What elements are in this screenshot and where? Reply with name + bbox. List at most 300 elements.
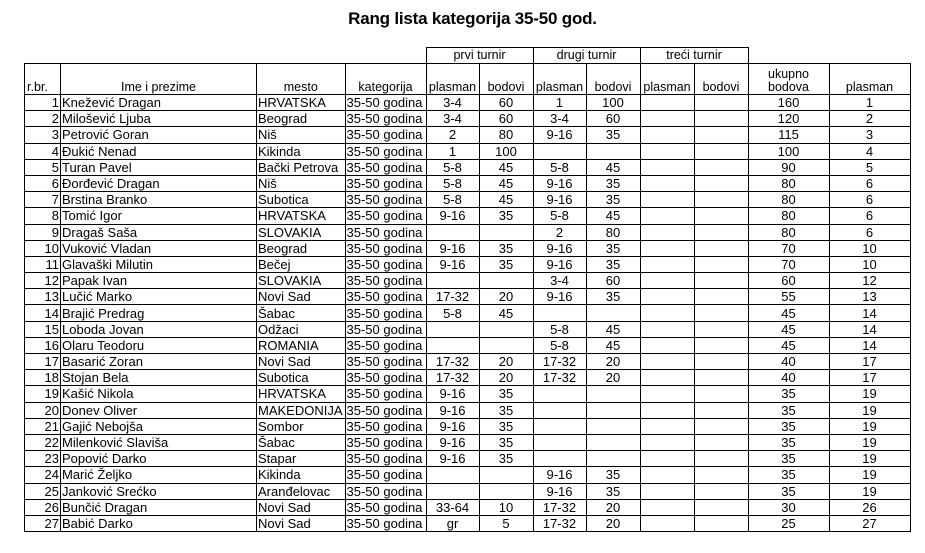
cell-category: 35-50 godina [345,256,426,272]
cell-t3-bodovi [694,289,748,305]
table-row [25,127,911,143]
cell-final-plasman: 6 [829,175,910,191]
cell-rbr: 17 [25,354,61,370]
cell-t3-plasman [640,402,694,418]
cell-category: 35-50 godina [345,192,426,208]
ranking-table [24,47,911,532]
cell-city: HRVATSKA [257,208,346,224]
cell-total: 160 [748,95,829,111]
cell-rbr: 16 [25,337,61,353]
cell-category: 35-50 godina [345,224,426,240]
cell-t1-plasman: 3-4 [426,95,479,111]
cell-t1-bodovi [479,321,533,337]
cell-t2-bodovi: 35 [586,256,640,272]
cell-t3-plasman [640,515,694,531]
table-row [25,434,911,450]
cell-t2-bodovi [586,418,640,434]
cell-city: Odžaci [257,321,346,337]
cell-total: 90 [748,159,829,175]
cell-total: 70 [748,256,829,272]
table-row [25,305,911,321]
group-treci-turnir: treći turnir [640,48,748,64]
cell-category: 35-50 godina [345,208,426,224]
cell-t1-bodovi: 35 [479,434,533,450]
cell-t3-bodovi [694,321,748,337]
cell-t1-plasman [426,467,479,483]
cell-t3-bodovi [694,224,748,240]
cell-t2-plasman: 17-32 [533,499,586,515]
cell-name: Đorđević Dragan [61,175,257,191]
cell-total: 80 [748,175,829,191]
cell-city: Novi Sad [257,499,346,515]
cell-rbr: 8 [25,208,61,224]
cell-rbr: 24 [25,467,61,483]
cell-final-plasman: 10 [829,256,910,272]
cell-t2-plasman: 9-16 [533,127,586,143]
cell-category: 35-50 godina [345,305,426,321]
cell-t3-plasman [640,418,694,434]
table-row [25,111,911,127]
cell-t1-bodovi: 45 [479,175,533,191]
cell-rbr: 1 [25,95,61,111]
cell-name: Bunčić Dragan [61,499,257,515]
cell-rbr: 9 [25,224,61,240]
cell-t1-bodovi: 35 [479,240,533,256]
cell-total: 45 [748,337,829,353]
cell-t2-plasman: 1 [533,95,586,111]
cell-category: 35-50 godina [345,337,426,353]
cell-t2-bodovi: 35 [586,483,640,499]
cell-final-plasman: 5 [829,159,910,175]
header-name: Ime i prezime [61,64,257,95]
table-row [25,143,911,159]
cell-t1-bodovi: 20 [479,354,533,370]
cell-name: Babić Darko [61,515,257,531]
cell-name: Janković Srećko [61,483,257,499]
cell-final-plasman: 19 [829,418,910,434]
cell-t2-plasman: 5-8 [533,321,586,337]
table-row [25,467,911,483]
cell-t1-bodovi: 5 [479,515,533,531]
cell-t3-bodovi [694,451,748,467]
cell-category: 35-50 godina [345,434,426,450]
cell-total: 70 [748,240,829,256]
cell-rbr: 15 [25,321,61,337]
cell-t1-bodovi: 20 [479,370,533,386]
cell-t2-plasman [533,305,586,321]
cell-city: Sombor [257,418,346,434]
cell-name: Stojan Bela [61,370,257,386]
cell-t2-bodovi: 100 [586,95,640,111]
table-row [25,240,911,256]
cell-t1-plasman [426,321,479,337]
cell-final-plasman: 2 [829,111,910,127]
cell-final-plasman: 3 [829,127,910,143]
table-row [25,289,911,305]
cell-t2-bodovi [586,402,640,418]
cell-t2-bodovi: 20 [586,370,640,386]
header-t1-plasman: plasman [426,64,479,95]
tournament-group-row [25,48,911,64]
cell-name: Marić Željko [61,467,257,483]
cell-t1-plasman: 9-16 [426,208,479,224]
cell-t1-bodovi [479,467,533,483]
cell-t3-plasman [640,111,694,127]
cell-category: 35-50 godina [345,159,426,175]
cell-t2-bodovi: 35 [586,467,640,483]
table-row [25,386,911,402]
cell-rbr: 18 [25,370,61,386]
cell-category: 35-50 godina [345,111,426,127]
cell-t1-plasman: 9-16 [426,256,479,272]
cell-t2-bodovi: 60 [586,111,640,127]
cell-t2-plasman: 9-16 [533,256,586,272]
cell-rbr: 3 [25,127,61,143]
cell-city: Beograd [257,240,346,256]
cell-t1-bodovi: 45 [479,159,533,175]
cell-city: Kikinda [257,467,346,483]
cell-final-plasman: 14 [829,321,910,337]
cell-final-plasman: 19 [829,483,910,499]
cell-total: 100 [748,143,829,159]
cell-t1-bodovi: 35 [479,418,533,434]
cell-rbr: 26 [25,499,61,515]
cell-category: 35-50 godina [345,483,426,499]
cell-category: 35-50 godina [345,386,426,402]
table-row [25,256,911,272]
cell-t3-bodovi [694,143,748,159]
cell-total: 35 [748,483,829,499]
cell-name: Turan Pavel [61,159,257,175]
cell-rbr: 7 [25,192,61,208]
cell-t2-bodovi: 60 [586,273,640,289]
cell-t2-bodovi: 20 [586,354,640,370]
header-rbr: r.br. [25,64,61,95]
cell-total: 25 [748,515,829,531]
cell-t3-bodovi [694,305,748,321]
table-row [25,483,911,499]
cell-t1-bodovi: 35 [479,402,533,418]
cell-city: Beograd [257,111,346,127]
cell-final-plasman: 17 [829,354,910,370]
cell-t1-bodovi [479,483,533,499]
table-row [25,402,911,418]
cell-t2-bodovi: 35 [586,192,640,208]
cell-rbr: 19 [25,386,61,402]
cell-t3-bodovi [694,515,748,531]
cell-t1-plasman: 2 [426,127,479,143]
cell-city: SLOVAKIA [257,273,346,289]
cell-total: 40 [748,370,829,386]
cell-t2-bodovi: 35 [586,289,640,305]
cell-t1-bodovi: 35 [479,208,533,224]
cell-final-plasman: 14 [829,305,910,321]
cell-category: 35-50 godina [345,402,426,418]
cell-rbr: 6 [25,175,61,191]
cell-t3-plasman [640,192,694,208]
cell-t1-plasman: 17-32 [426,289,479,305]
cell-name: Lučić Marko [61,289,257,305]
cell-total: 115 [748,127,829,143]
cell-t3-bodovi [694,159,748,175]
cell-t1-plasman: 9-16 [426,418,479,434]
cell-t2-bodovi [586,305,640,321]
cell-t1-bodovi: 60 [479,95,533,111]
cell-final-plasman: 6 [829,208,910,224]
cell-final-plasman: 6 [829,192,910,208]
cell-t1-plasman [426,483,479,499]
cell-t3-bodovi [694,95,748,111]
cell-final-plasman: 19 [829,402,910,418]
cell-t3-bodovi [694,483,748,499]
cell-t3-plasman [640,175,694,191]
cell-t3-plasman [640,499,694,515]
cell-t3-plasman [640,451,694,467]
cell-t2-plasman: 9-16 [533,289,586,305]
cell-rbr: 25 [25,483,61,499]
cell-city: Novi Sad [257,289,346,305]
table-body [25,95,911,532]
cell-t3-plasman [640,224,694,240]
table-row [25,515,911,531]
cell-total: 35 [748,434,829,450]
cell-total: 35 [748,418,829,434]
table-row [25,159,911,175]
cell-total: 35 [748,402,829,418]
cell-t2-bodovi [586,143,640,159]
cell-city: Novi Sad [257,515,346,531]
cell-t3-bodovi [694,418,748,434]
cell-t1-plasman: 9-16 [426,402,479,418]
cell-t2-plasman [533,386,586,402]
cell-t1-bodovi: 60 [479,111,533,127]
cell-rbr: 12 [25,273,61,289]
cell-t1-plasman: 1 [426,143,479,159]
cell-t3-plasman [640,159,694,175]
cell-name: Kašić Nikola [61,386,257,402]
header-category: kategorija [345,64,426,95]
cell-rbr: 4 [25,143,61,159]
table-row [25,192,911,208]
cell-name: Basarić Zoran [61,354,257,370]
cell-t2-plasman: 5-8 [533,337,586,353]
table-row [25,337,911,353]
cell-t3-bodovi [694,386,748,402]
cell-t2-bodovi: 45 [586,337,640,353]
cell-city: SLOVAKIA [257,224,346,240]
header-final-plasman: plasman [829,64,910,95]
group-drugi-turnir: drugi turnir [533,48,640,64]
cell-t1-plasman: gr [426,515,479,531]
cell-final-plasman: 1 [829,95,910,111]
cell-t2-bodovi: 35 [586,240,640,256]
cell-t1-bodovi: 35 [479,256,533,272]
cell-city: Šabac [257,305,346,321]
cell-t3-plasman [640,127,694,143]
cell-t2-plasman: 9-16 [533,240,586,256]
cell-city: Niš [257,127,346,143]
cell-final-plasman: 19 [829,434,910,450]
cell-t1-plasman: 9-16 [426,240,479,256]
cell-final-plasman: 10 [829,240,910,256]
cell-t1-plasman: 5-8 [426,192,479,208]
cell-name: Đukić Nenad [61,143,257,159]
cell-t1-plasman [426,273,479,289]
cell-final-plasman: 13 [829,289,910,305]
cell-t3-plasman [640,467,694,483]
cell-category: 35-50 godina [345,240,426,256]
cell-final-plasman: 14 [829,337,910,353]
cell-final-plasman: 4 [829,143,910,159]
cell-category: 35-50 godina [345,321,426,337]
cell-t1-bodovi [479,224,533,240]
cell-rbr: 10 [25,240,61,256]
cell-name: Popović Darko [61,451,257,467]
table-row [25,224,911,240]
cell-t2-plasman: 17-32 [533,370,586,386]
cell-t2-plasman: 5-8 [533,208,586,224]
cell-category: 35-50 godina [345,273,426,289]
cell-name: Glavaški Milutin [61,256,257,272]
cell-t3-bodovi [694,273,748,289]
cell-t1-bodovi: 35 [479,386,533,402]
cell-t1-plasman: 9-16 [426,451,479,467]
cell-total: 120 [748,111,829,127]
header-city: mesto [257,64,346,95]
cell-rbr: 5 [25,159,61,175]
table-row [25,273,911,289]
cell-t2-plasman [533,434,586,450]
cell-name: Tomić Igor [61,208,257,224]
cell-category: 35-50 godina [345,175,426,191]
cell-final-plasman: 19 [829,386,910,402]
table-row [25,208,911,224]
cell-t3-bodovi [694,370,748,386]
cell-rbr: 13 [25,289,61,305]
column-header-row [25,64,911,95]
cell-t3-bodovi [694,192,748,208]
cell-rbr: 2 [25,111,61,127]
cell-name: Loboda Jovan [61,321,257,337]
cell-t1-plasman: 17-32 [426,370,479,386]
cell-t2-bodovi: 45 [586,321,640,337]
cell-t2-plasman: 9-16 [533,175,586,191]
cell-city: HRVATSKA [257,386,346,402]
cell-total: 35 [748,467,829,483]
cell-name: Brajić Predrag [61,305,257,321]
cell-category: 35-50 godina [345,499,426,515]
table-row [25,499,911,515]
cell-t2-bodovi: 35 [586,127,640,143]
cell-t2-plasman: 2 [533,224,586,240]
cell-t3-plasman [640,386,694,402]
cell-city: Aranđelovac [257,483,346,499]
cell-total: 35 [748,451,829,467]
cell-t3-bodovi [694,208,748,224]
cell-city: Šabac [257,434,346,450]
cell-name: Knežević Dragan [61,95,257,111]
cell-rbr: 21 [25,418,61,434]
cell-t1-plasman: 9-16 [426,386,479,402]
cell-category: 35-50 godina [345,451,426,467]
cell-t3-bodovi [694,354,748,370]
cell-city: Bački Petrova [257,159,346,175]
cell-category: 35-50 godina [345,515,426,531]
cell-t1-bodovi: 100 [479,143,533,159]
cell-t3-bodovi [694,499,748,515]
cell-total: 80 [748,224,829,240]
cell-name: Dragaš Saša [61,224,257,240]
cell-t3-plasman [640,240,694,256]
cell-city: Subotica [257,370,346,386]
cell-t3-bodovi [694,175,748,191]
cell-total: 35 [748,386,829,402]
table-row [25,354,911,370]
cell-city: Subotica [257,192,346,208]
cell-t2-plasman [533,143,586,159]
cell-total: 40 [748,354,829,370]
cell-category: 35-50 godina [345,127,426,143]
cell-total: 60 [748,273,829,289]
table-row [25,451,911,467]
cell-final-plasman: 26 [829,499,910,515]
cell-name: Donev Oliver [61,402,257,418]
cell-category: 35-50 godina [345,95,426,111]
cell-final-plasman: 27 [829,515,910,531]
cell-t1-plasman: 5-8 [426,175,479,191]
cell-t2-plasman: 3-4 [533,273,586,289]
cell-t3-plasman [640,305,694,321]
cell-t1-bodovi [479,273,533,289]
cell-t1-plasman: 9-16 [426,434,479,450]
page-title: Rang lista kategorija 35-50 god. [348,9,597,28]
cell-rbr: 23 [25,451,61,467]
cell-t2-plasman: 17-32 [533,515,586,531]
cell-t2-plasman [533,418,586,434]
cell-category: 35-50 godina [345,418,426,434]
cell-t1-bodovi: 35 [479,451,533,467]
cell-category: 35-50 godina [345,143,426,159]
cell-final-plasman: 12 [829,273,910,289]
cell-name: Vuković Vladan [61,240,257,256]
cell-name: Milenković Slaviša [61,434,257,450]
cell-final-plasman: 19 [829,451,910,467]
cell-rbr: 20 [25,402,61,418]
cell-t3-plasman [640,289,694,305]
cell-t1-plasman [426,224,479,240]
cell-t1-plasman: 5-8 [426,159,479,175]
cell-t2-bodovi [586,451,640,467]
cell-city: Novi Sad [257,354,346,370]
cell-t2-plasman: 9-16 [533,467,586,483]
cell-t1-plasman: 5-8 [426,305,479,321]
cell-t1-plasman: 3-4 [426,111,479,127]
table-row [25,370,911,386]
cell-city: MAKEDONIJA [257,402,346,418]
cell-t1-bodovi: 80 [479,127,533,143]
cell-rbr: 27 [25,515,61,531]
table-row [25,418,911,434]
cell-t2-plasman: 3-4 [533,111,586,127]
cell-t2-bodovi [586,434,640,450]
cell-t1-bodovi: 45 [479,305,533,321]
header-t2-plasman: plasman [533,64,586,95]
cell-t2-plasman: 5-8 [533,159,586,175]
header-total: ukupno bodova [748,64,829,95]
cell-total: 45 [748,321,829,337]
cell-t2-bodovi: 80 [586,224,640,240]
table-row [25,321,911,337]
